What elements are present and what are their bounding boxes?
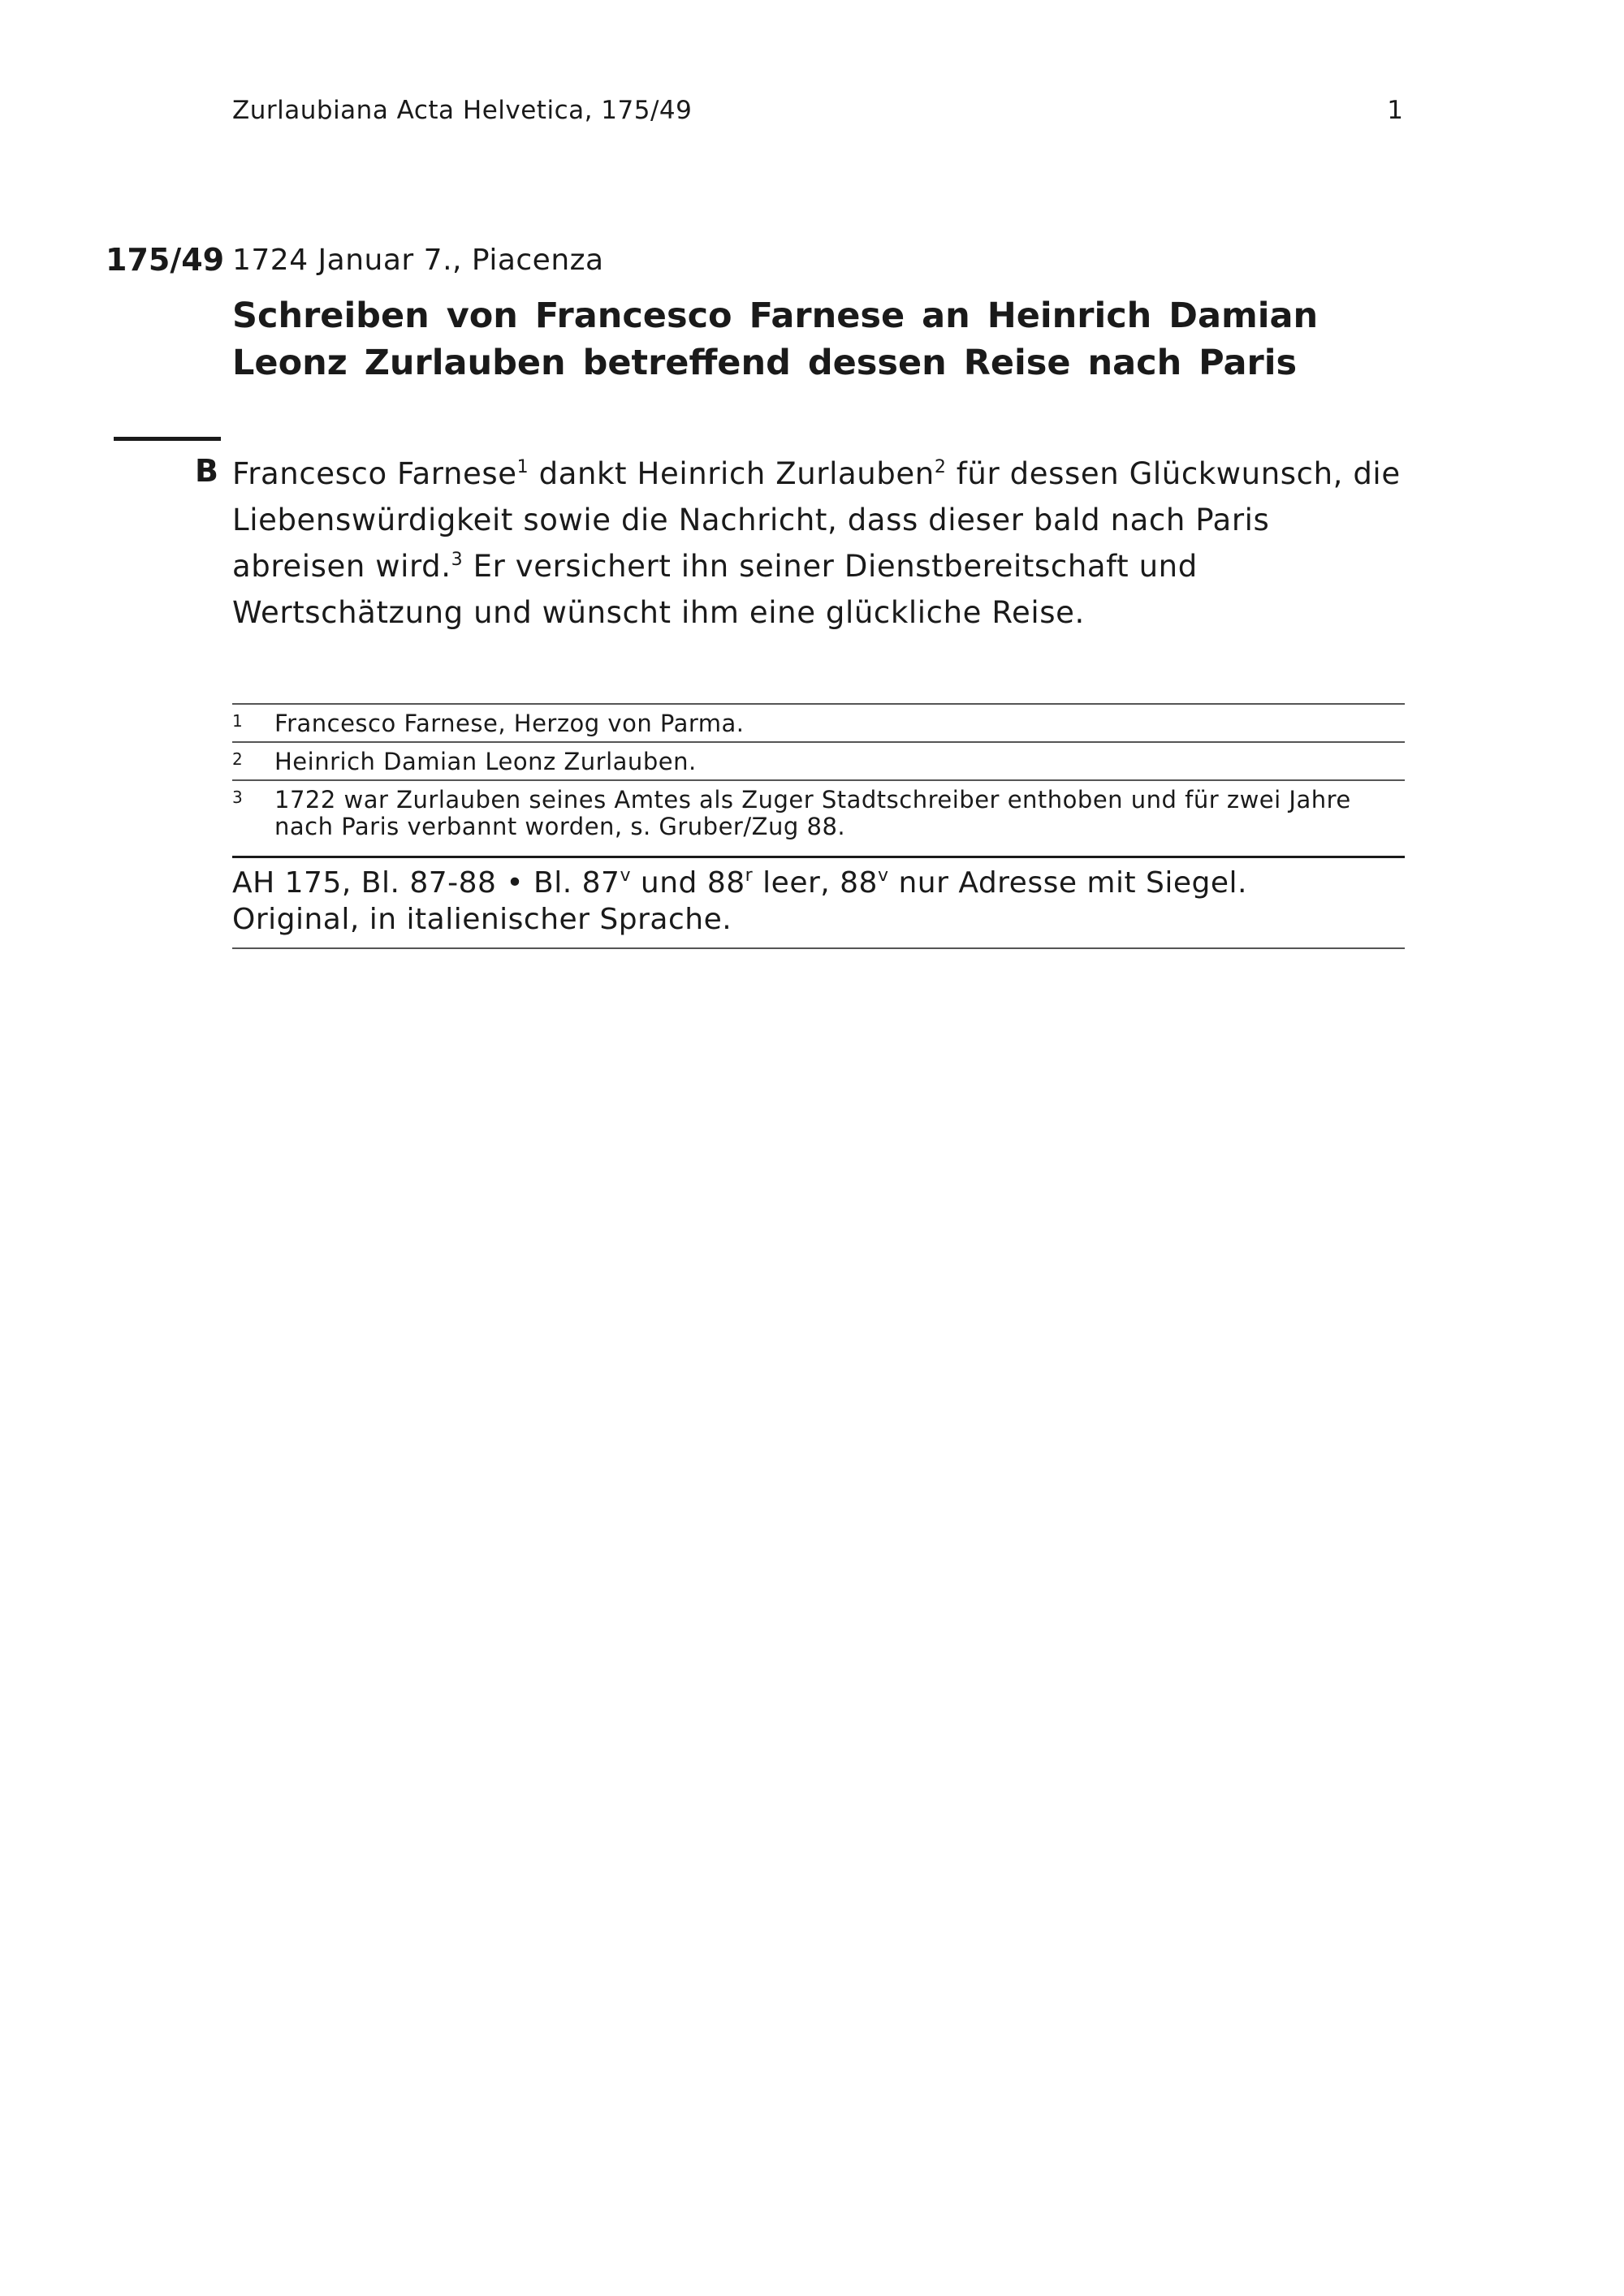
source-sup-1: v <box>620 865 631 886</box>
source-part-3: leer, 88 <box>753 866 878 900</box>
regest-part-3: für dessen Glückwunsch, die Liebenswürdigkeit sowie die Nachricht, dass dieser bald nach Paris abreisen wird. <box>232 456 1401 584</box>
footnote-ref-2[interactable]: 2 <box>934 457 947 477</box>
source-sup-2: r <box>745 865 754 886</box>
regest-part-1: Francesco Farnese <box>232 456 517 491</box>
section-marker: B <box>195 453 218 489</box>
source-part-1: AH 175, Bl. 87-88 • Bl. 87 <box>232 866 620 900</box>
regest-part-4: Er versichert ihn seiner Dienstbereitschaft und Wertschätzung und wünscht ihm eine glückliche Reise. <box>232 549 1198 630</box>
regest-text <box>232 451 1402 636</box>
footnote-ref-1[interactable]: 1 <box>516 457 529 477</box>
document-date-place: 1724 Januar 7., Piacenza <box>232 244 604 277</box>
margin-rule <box>114 437 221 441</box>
footnote-3 <box>232 779 1405 844</box>
document-title: Schreiben von Francesco Farnese an Heinrich Damian Leonz Zurlauben betreffend dessen Reise nach Paris <box>232 296 1319 383</box>
footnote-number: 3 <box>232 788 244 807</box>
regest-part-2: dankt Heinrich Zurlauben <box>538 456 935 491</box>
footnote-1 <box>232 703 1405 741</box>
source-part-2: und 88 <box>630 866 745 900</box>
footnote-text: 1722 war Zurlauben seines Amtes als Zuger Stadtschreiber enthoben und für zwei Jahre nach Paris verbannt worden, s. Gruber/Zug 88. <box>274 786 1351 840</box>
source-part-4: nur Adresse mit Siegel. <box>888 866 1248 900</box>
source-line-2: Original, in italienischer Sprache. <box>232 903 732 936</box>
source-description <box>232 856 1405 949</box>
footnote-number: 2 <box>232 749 244 769</box>
footnote-text: Heinrich Damian Leonz Zurlauben. <box>274 748 697 775</box>
page-number: 1 <box>1387 96 1403 125</box>
footnote-text: Francesco Farnese, Herzog von Parma. <box>274 710 745 737</box>
footnote-2 <box>232 741 1405 779</box>
source-sup-3: v <box>877 865 889 886</box>
footnote-number: 1 <box>232 711 244 731</box>
footnotes <box>232 703 1405 844</box>
source-line-1 <box>232 865 1405 901</box>
footnote-ref-3[interactable]: 3 <box>451 550 464 570</box>
document-number: 175/49 <box>106 242 225 278</box>
running-header: Zurlaubiana Acta Helvetica, 175/49 <box>232 96 693 125</box>
